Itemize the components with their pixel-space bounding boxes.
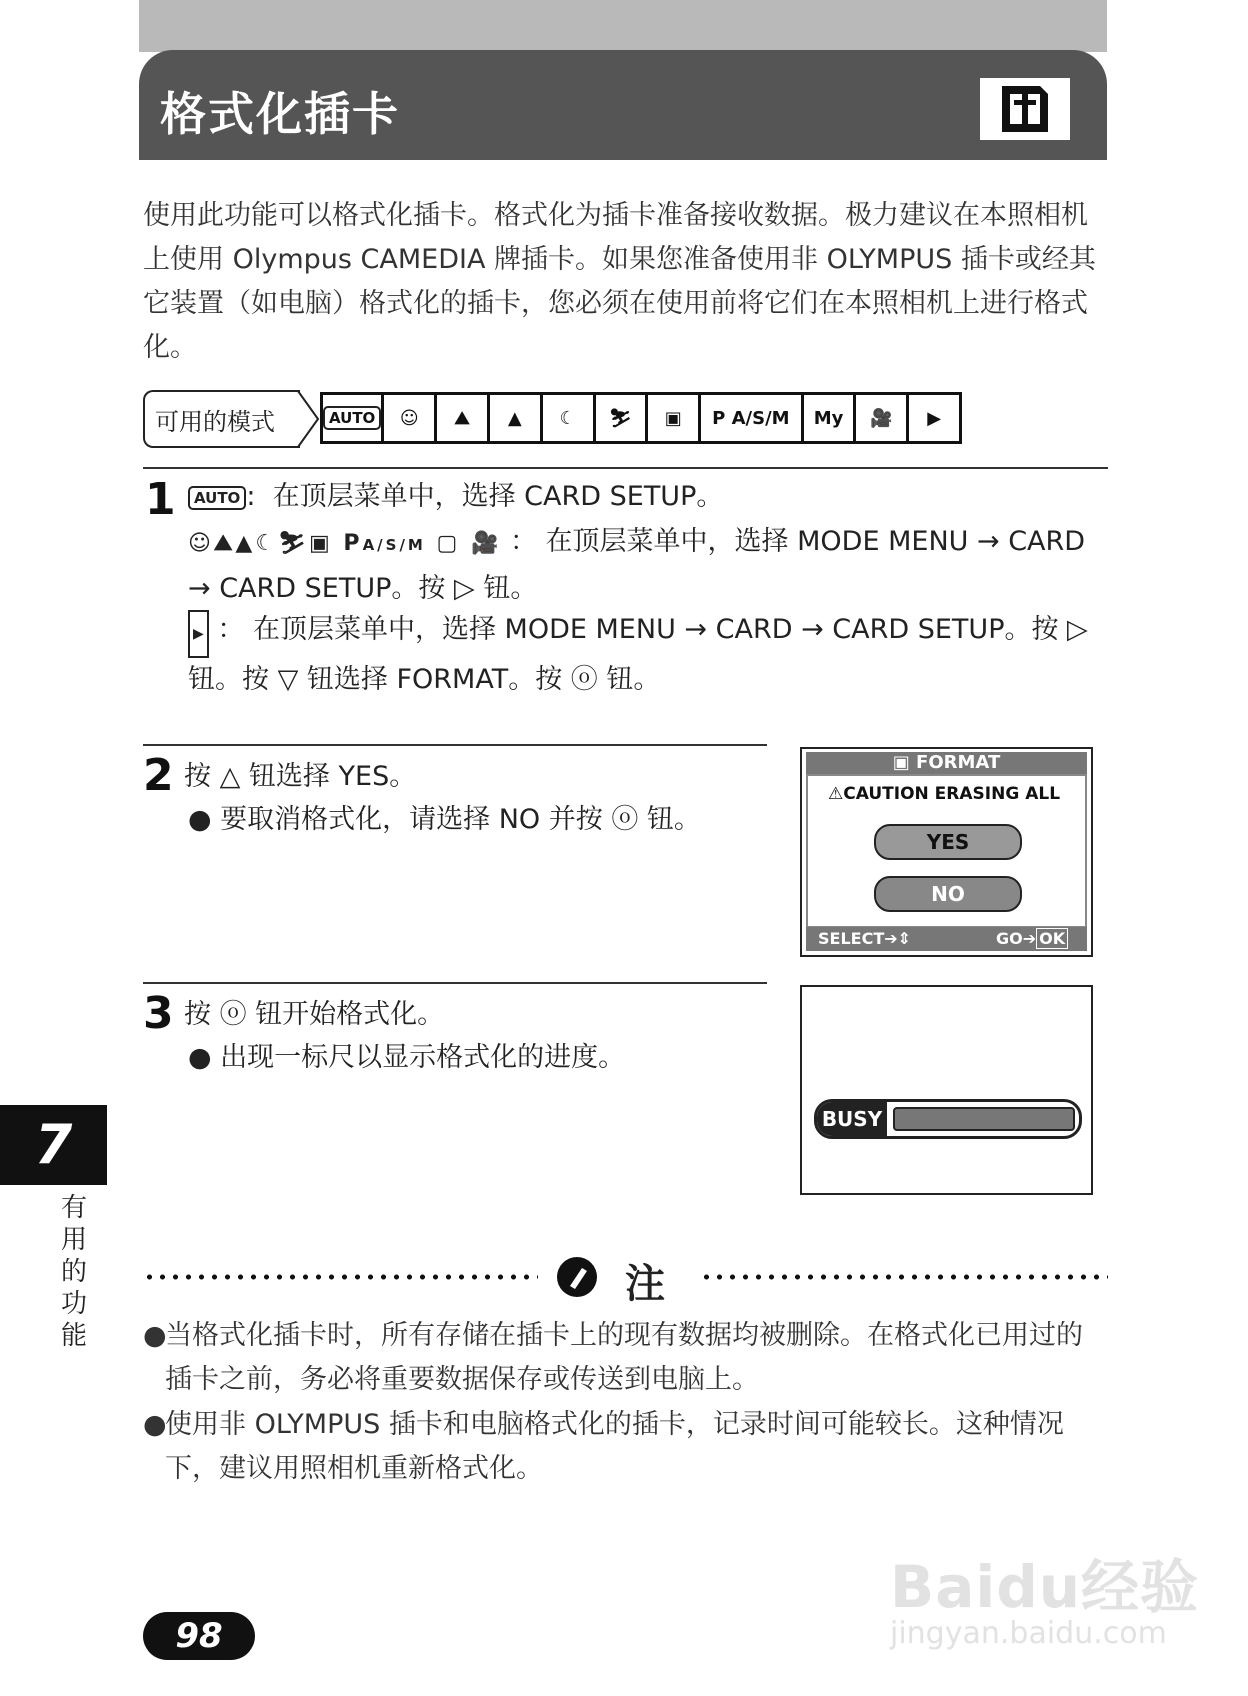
format-screen-footer (806, 927, 1087, 951)
night-scene-icon: ☾ (543, 395, 593, 441)
auto-badge: AUTO (188, 486, 246, 510)
divider (143, 467, 1108, 469)
scene-modes-icons: ☺⛰▲☾⛷▣ PA/S/M ▢ 🎥 (188, 531, 502, 556)
portrait-icon: ☺ (384, 395, 434, 441)
format-screen (800, 747, 1093, 957)
dotted-divider-right (700, 1274, 1108, 1280)
landscape-portrait-icon: ⛰ (437, 395, 487, 441)
page-title: 格式化插卡 (160, 87, 400, 141)
header-top-band (139, 0, 1107, 52)
modes-strip (320, 392, 962, 444)
step-3-number: 3 (143, 988, 174, 1039)
progress-track (893, 1107, 1075, 1131)
my-mode-icon: My (804, 395, 854, 441)
note-bullet: ● 使用非 OLYMPUS 插卡和电脑格式化的插卡，记录时间可能较长。这种情况下，建议用照相机重新格式化。 (143, 1409, 1064, 1484)
step-3-text: 按 ⓞ 钮开始格式化。 (184, 999, 445, 1030)
modes-arrow (280, 390, 320, 448)
page-number: 98 (143, 1612, 255, 1660)
format-screen-title: ▣ FORMAT (806, 752, 1087, 774)
landscape-icon: ▲ (490, 395, 540, 441)
playback-icon: ▶ (909, 395, 959, 441)
no-button[interactable]: NO (874, 876, 1022, 912)
busy-screen (800, 985, 1093, 1195)
playback-icon: ▶ (188, 610, 209, 658)
note-title: 注 (625, 1261, 665, 1307)
busy-progress-bar (814, 1099, 1082, 1139)
self-portrait-icon: ▣ (648, 395, 698, 441)
busy-label: BUSY (817, 1102, 887, 1136)
step-1-number: 1 (145, 474, 176, 525)
yes-button[interactable]: YES (874, 824, 1022, 860)
note-bullet: ● 当格式化插卡时，所有存储在插卡上的现有数据均被删除。在格式化已用过的插卡之前，务必将重要数据保存或传送到电脑上。 (143, 1320, 1083, 1395)
chapter-name: 有用的功能 (60, 1193, 87, 1351)
step-2-number: 2 (143, 750, 174, 801)
watermark-logo: Baidu经验 (890, 1553, 1200, 1621)
card-icon (980, 78, 1070, 140)
step-3-bullet: ● 出现一标尺以显示格式化的进度。 (188, 1042, 626, 1073)
intro-paragraph: 使用此功能可以格式化插卡。格式化为插卡准备接收数据。极力建议在本照相机上使用 Olympus CAMEDIA 牌插卡。如果您准备使用非 OLYMPUS 插卡或经其它装置（如电脑）格式化的插卡，您必须在使用前将它们在本照相机上进行格式化。 (143, 200, 1096, 363)
format-screen-body (806, 774, 1087, 928)
step-1-line-1: AUTO : 在顶层菜单中，选择 CARD SETUP。 (188, 474, 723, 513)
mode-auto-icon: AUTO (323, 395, 381, 441)
note-icon (556, 1256, 598, 1298)
step-1-line-3: ▶ ： 在顶层菜单中，选择 MODE MENU → CARD → CARD SETUP。按 ▷ 钮。按 ▽ 钮选择 FORMAT。按 ⓞ 钮。 (188, 608, 1108, 702)
sports-icon: ⛷ (596, 395, 646, 441)
watermark-url: jingyan.baidu.com (890, 1616, 1167, 1651)
caution-text: ⚠CAUTION ERASING ALL (828, 784, 1061, 804)
divider (143, 744, 767, 746)
step-2-text: 按 △ 钮选择 YES。 (184, 761, 417, 792)
go-hint: GO➔ OK (996, 929, 1068, 948)
chapter-number: 7 (0, 1105, 107, 1185)
select-hint: SELECT➔⇕ (818, 929, 912, 948)
step-1-line-2: ☺⛰▲☾⛷▣ PA/S/M ▢ 🎥 ： 在顶层菜单中，选择 MODE MENU → CARD → CARD SETUP。按 ▷ 钮。 (188, 520, 1108, 611)
dotted-divider-left (143, 1274, 538, 1280)
divider (143, 982, 767, 984)
modes-label: 可用的模式 (155, 408, 275, 436)
pasm-icon: P A/S/M (701, 395, 801, 441)
movie-icon: 🎥 (856, 395, 906, 441)
step-2-bullet: ● 要取消格式化，请选择 NO 并按 ⓞ 钮。 (188, 804, 701, 835)
